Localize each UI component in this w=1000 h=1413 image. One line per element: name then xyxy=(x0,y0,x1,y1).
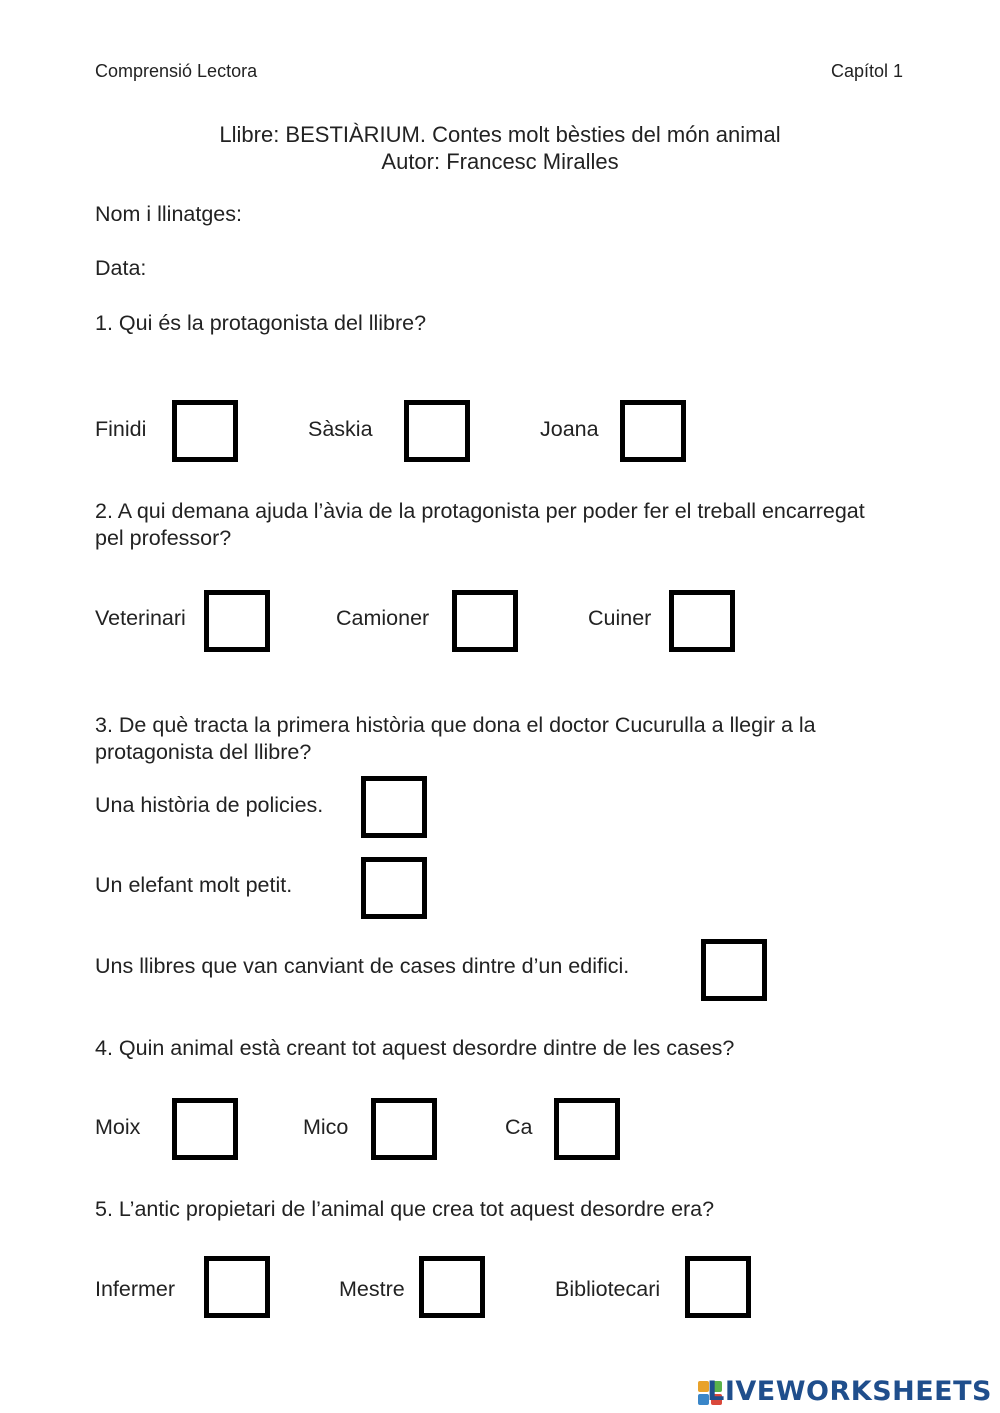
q2-option-2-label: Camioner xyxy=(336,606,430,630)
q1-option-1-checkbox[interactable] xyxy=(172,400,238,462)
header-chapter: Capítol 1 xyxy=(830,61,903,81)
book-title: Llibre: BESTIÀRIUM. Contes molt bèsties del món animal xyxy=(219,122,781,147)
q1-option-3-checkbox[interactable] xyxy=(620,400,686,462)
question-2: 2. A qui demana ajuda l’àvia de la protagonista per poder fer el treball encarregat pel professor? xyxy=(95,499,865,550)
q3-option-1-label: Una història de policies. xyxy=(95,793,324,817)
q4-option-1-label: Moix xyxy=(95,1115,141,1139)
q5-option-1-label: Infermer xyxy=(95,1277,176,1301)
date-field-label: Data: xyxy=(95,256,147,280)
q2-option-3-checkbox[interactable] xyxy=(669,590,735,652)
q3-option-3-label: Uns llibres que van canviant de cases dintre d’un edifici. xyxy=(95,954,630,978)
q4-option-2-label: Mico xyxy=(303,1115,349,1139)
q3-option-2-label: Un elefant molt petit. xyxy=(95,873,293,897)
liveworksheets-logo: LIVEWORKSHEETS xyxy=(707,1376,992,1407)
q2-option-1-checkbox[interactable] xyxy=(204,590,270,652)
q5-option-3-checkbox[interactable] xyxy=(685,1256,751,1318)
header-subject: Comprensió Lectora xyxy=(95,61,258,81)
book-author: Autor: Francesc Miralles xyxy=(381,149,619,174)
q1-option-1-label: Finidi xyxy=(95,417,147,441)
q5-option-2-checkbox[interactable] xyxy=(419,1256,485,1318)
q5-option-1-checkbox[interactable] xyxy=(204,1256,270,1318)
q4-option-3-checkbox[interactable] xyxy=(554,1098,620,1160)
q1-option-3-label: Joana xyxy=(540,417,599,441)
q4-option-1-checkbox[interactable] xyxy=(172,1098,238,1160)
q4-option-3-label: Ca xyxy=(505,1115,533,1139)
question-4: 4. Quin animal està creant tot aquest desordre dintre de les cases? xyxy=(95,1036,735,1060)
question-1: 1. Qui és la protagonista del llibre? xyxy=(95,311,427,335)
q1-option-2-checkbox[interactable] xyxy=(404,400,470,462)
q5-option-3-label: Bibliotecari xyxy=(555,1277,661,1301)
name-field-label: Nom i llinatges: xyxy=(95,202,242,226)
question-5: 5. L’antic propietari de l’animal que crea tot aquest desordre era? xyxy=(95,1197,715,1221)
q3-option-1-checkbox[interactable] xyxy=(361,776,427,838)
q4-option-2-checkbox[interactable] xyxy=(371,1098,437,1160)
question-3: 3. De què tracta la primera història que dona el doctor Cucurulla a llegir a la protagonista del llibre? xyxy=(95,713,816,764)
q5-option-2-label: Mestre xyxy=(339,1277,405,1301)
q1-option-2-label: Sàskia xyxy=(308,417,373,441)
q2-option-3-label: Cuiner xyxy=(588,606,652,630)
q3-option-2-checkbox[interactable] xyxy=(361,857,427,919)
q3-option-3-checkbox[interactable] xyxy=(701,939,767,1001)
q2-option-2-checkbox[interactable] xyxy=(452,590,518,652)
q2-option-1-label: Veterinari xyxy=(95,606,186,630)
